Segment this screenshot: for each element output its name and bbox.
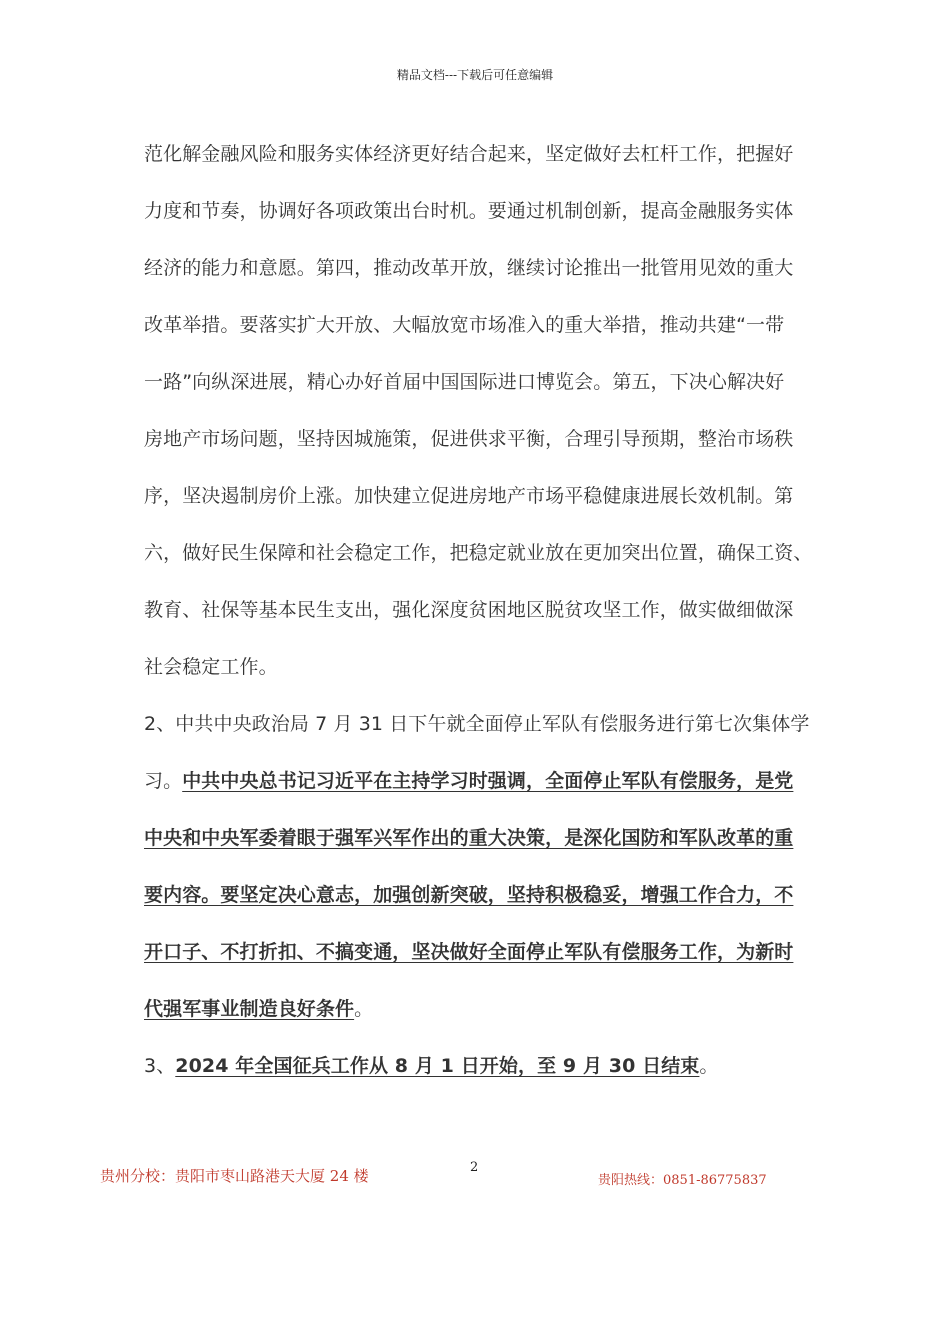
text-line [144, 981, 804, 1038]
text-line: 2、中共中央政治局 7 月 31 日下午就全面停止军队有偿服务进行第七次集体学 [144, 713, 810, 735]
plain-text: 习。 [144, 770, 183, 792]
highlighted-text: 2024 年全国征兵工作从 8 月 1 日开始，至 9 月 30 日结束 [175, 1055, 700, 1077]
paragraph-3 [144, 1038, 804, 1095]
text-line [144, 867, 804, 924]
text-line [144, 810, 804, 867]
text-line: 社会稳定工作。 [144, 656, 278, 678]
text-line: 一路”向纵深进展，精心办好首届中国国际进口博览会。第五，下决心解决好 [144, 371, 785, 393]
text-line: 力度和节奏，协调好各项政策出台时机。要通过机制创新，提高金融服务实体 [144, 200, 794, 222]
footer-hotline: 贵阳热线：0851-86775837 [598, 1173, 767, 1188]
highlighted-text: 中共中央总书记习近平在主持学习时强调，全面停止军队有偿服务，是党 [182, 770, 794, 792]
paragraph-1 [144, 126, 813, 696]
highlighted-text: 代强军事业制造良好条件 [144, 998, 355, 1020]
text-line [144, 924, 804, 981]
text-line: 六，做好民生保障和社会稳定工作，把稳定就业放在更加突出位置，确保工资、 [144, 542, 813, 564]
plain-text: 。 [354, 998, 374, 1020]
plain-text: 3、 [144, 1055, 176, 1077]
text-line: 改革举措。要落实扩大开放、大幅放宽市场准入的重大举措，推动共建“一带 [144, 314, 785, 336]
highlighted-text: 开口子、不打折扣、不搞变通，坚决做好全面停止军队有偿服务工作，为新时 [144, 941, 794, 963]
highlighted-text: 要内容。要坚定决心意志，加强创新突破，坚持积极稳妥，增强工作合力，不 [144, 884, 794, 906]
text-line [144, 753, 804, 810]
text-line: 房地产市场问题，坚持因城施策，促进供求平衡，合理引导预期，整治市场秩 [144, 428, 794, 450]
plain-text: 。 [699, 1055, 719, 1077]
text-line: 范化解金融风险和服务实体经济更好结合起来，坚定做好去杠杆工作，把握好 [144, 143, 794, 165]
highlighted-text: 中央和中央军委着眼于强军兴军作出的重大决策，是深化国防和军队改革的重 [144, 827, 794, 849]
text-line: 序，坚决遏制房价上涨。加快建立促进房地产市场平稳健康进展长效机制。第 [144, 485, 794, 507]
page-number: 2 [470, 1160, 479, 1175]
page-header: 精品文档---下载后可任意编辑 [396, 68, 554, 82]
paragraph-2 [144, 696, 810, 1038]
text-line: 教育、社保等基本民生支出，强化深度贫困地区脱贫攻坚工作，做实做细做深 [144, 599, 794, 621]
text-line: 经济的能力和意愿。第四，推动改革开放，继续讨论推出一批管用见效的重大 [144, 257, 794, 279]
footer-address: 贵州分校：贵阳市枣山路港天大厦 24 楼 [100, 1167, 369, 1185]
document-body [144, 126, 813, 1095]
text-line [144, 1038, 804, 1095]
